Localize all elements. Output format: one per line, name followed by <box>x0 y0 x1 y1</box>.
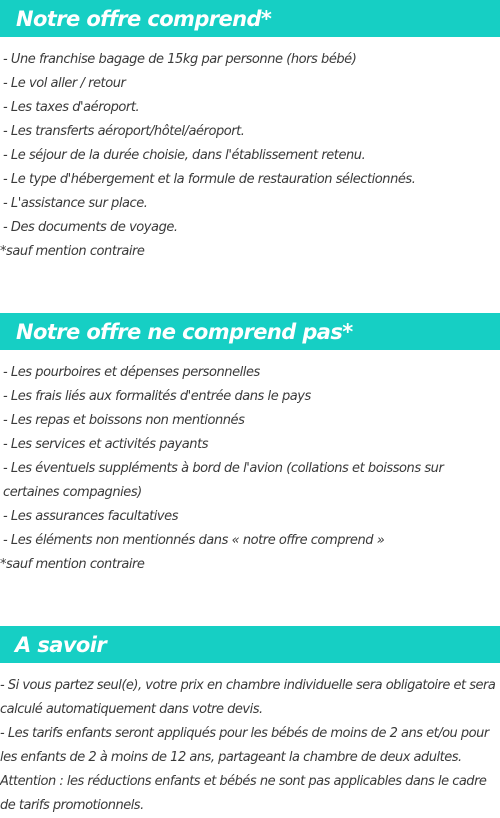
info-paragraph: - Si vous partez seul(e), votre prix en chambre individuelle sera obligatoire et sera calculé automatiquement dans votre devis. <box>0 678 496 717</box>
list-item: - Le vol aller / retour <box>3 76 126 91</box>
list-item: - L'assistance sur place. <box>3 196 148 211</box>
info-header <box>0 626 500 663</box>
list-item: - Des documents de voyage. <box>3 220 178 235</box>
includes-note: *sauf mention contraire <box>0 244 145 259</box>
list-item: - Le type d'hébergement et la formule de restauration sélectionnés. <box>3 172 416 187</box>
info-paragraph: Attention : les réductions enfants et bébés ne sont pas applicables dans le cadre de tarifs promotionnels. <box>0 774 487 813</box>
list-item: - Les services et activités payants <box>3 437 209 452</box>
excludes-note: *sauf mention contraire <box>0 557 145 572</box>
info-body <box>0 674 500 818</box>
list-item: - Les pourboires et dépenses personnelles <box>3 365 260 380</box>
includes-header <box>0 0 500 37</box>
includes-title: Notre offre comprend* <box>16 6 272 31</box>
list-item: - Les éléments non mentionnés dans « notre offre comprend » <box>3 533 385 548</box>
list-item: - Les éventuels suppléments à bord de l'avion (collations et boissons sur certaines compagnies) <box>3 461 444 500</box>
info-title: A savoir <box>15 632 107 657</box>
info-paragraph: - Les tarifs enfants seront appliqués pour les bébés de moins de 2 ans et/ou pour les enfants de 2 à moins de 12 ans, partageant la chambre de deux adultes. <box>0 726 489 765</box>
excludes-list <box>0 361 500 577</box>
list-item: - Les frais liés aux formalités d'entrée dans le pays <box>3 389 311 404</box>
list-item: - Une franchise bagage de 15kg par personne (hors bébé) <box>3 52 357 67</box>
excludes-title: Notre offre ne comprend pas* <box>16 319 353 344</box>
excludes-header <box>0 313 500 350</box>
list-item: - Les repas et boissons non mentionnés <box>3 413 245 428</box>
list-item: - Les taxes d'aéroport. <box>3 100 140 115</box>
list-item: - Les assurances facultatives <box>3 509 179 524</box>
list-item: - Le séjour de la durée choisie, dans l'établissement retenu. <box>3 148 366 163</box>
includes-list <box>0 48 500 264</box>
list-item: - Les transferts aéroport/hôtel/aéroport. <box>3 124 245 139</box>
